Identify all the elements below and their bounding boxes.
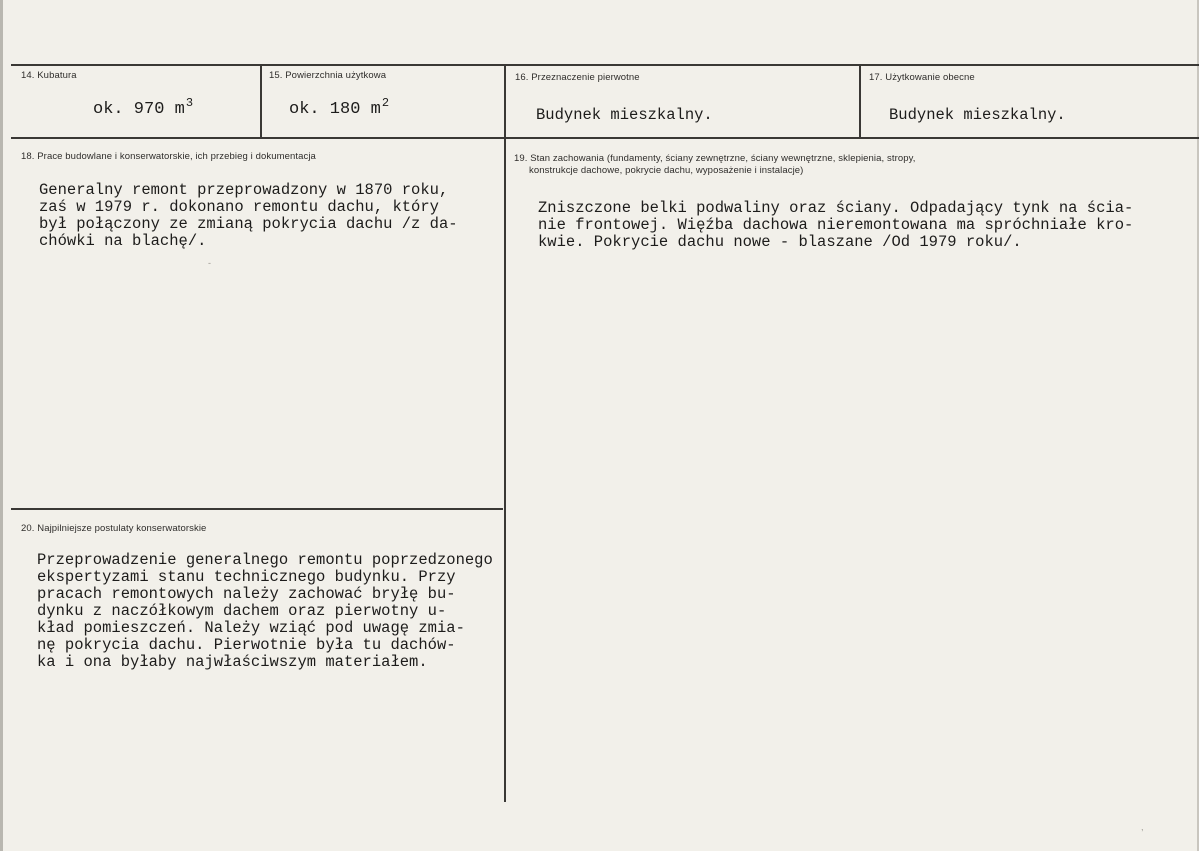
field-16-label: 16. Przeznaczenie pierwotne — [515, 72, 640, 83]
top-rule — [11, 64, 1199, 66]
field-15-value-text: ok. 180 m — [289, 100, 381, 119]
field-14-value-text: ok. 970 m — [93, 100, 185, 119]
col-divider-2 — [504, 64, 506, 802]
field-20-line: ekspertyzami stanu technicznego budynku. Przy — [37, 568, 456, 586]
field-20-line: kład pomieszczeń. Należy wziąć pod uwagę zmia- — [37, 619, 465, 637]
col-divider-3 — [859, 64, 861, 139]
field-15-value — [289, 96, 389, 119]
field-18-line: był połączony ze zmianą pokrycia dachu /z da- — [39, 215, 458, 233]
field-20-line: ka i ona byłaby najwłaściwszym materiałem. — [37, 653, 428, 671]
field-19-label-continued: konstrukcje dachowe, pokrycie dachu, wyposażenie i instalacje) — [529, 165, 804, 176]
row-divider — [11, 137, 1199, 139]
field-15-label: 15. Powierzchnia użytkowa — [269, 70, 387, 81]
field-15-unit-exponent: 2 — [381, 96, 390, 110]
field-20-line: dynku z naczółkowym dachem oraz pierwotny u- — [37, 602, 447, 620]
field-14-label: 14. Kubatura — [21, 70, 77, 81]
field-18-line: chówki na blachę/. — [39, 232, 207, 250]
field-19-line: Zniszczone belki podwaliny oraz ściany. Odpadający tynk na ścia- — [538, 199, 1134, 217]
field-20-line: pracach remontowych należy zachować bryłę bu- — [37, 585, 456, 603]
field-20-label: 20. Najpilniejsze postulaty konserwatorskie — [21, 523, 207, 534]
field-18-text — [39, 182, 458, 250]
field-18-line: Generalny remont przeprowadzony w 1870 roku, — [39, 181, 449, 199]
paper-speck: - — [208, 258, 211, 268]
field-19-text — [538, 200, 1133, 251]
field-18-label: 18. Prace budowlane i konserwatorskie, ich przebieg i dokumentacja — [21, 151, 316, 162]
field-14-unit-exponent: 3 — [185, 96, 194, 110]
col-divider-1 — [260, 64, 262, 139]
field-19-label: 19. Stan zachowania (fundamenty, ściany zewnętrzne, ściany wewnętrzne, sklepienia, stropy, — [514, 153, 916, 164]
paper-speck: , — [1141, 822, 1144, 832]
field-18-line: zaś w 1979 r. dokonano remontu dachu, który — [39, 198, 439, 216]
field-19-line: nie frontowej. Więźba dachowa nieremontowana ma spróchniałe kro- — [538, 216, 1134, 234]
field-14-value — [93, 96, 193, 119]
field-20-text — [37, 552, 493, 671]
field-20-line: nę pokrycia dachu. Pierwotnie była tu dachów- — [37, 636, 456, 654]
section-20-divider — [11, 508, 503, 510]
field-19-line: kwie. Pokrycie dachu nowe - blaszane /Od 1979 roku/. — [538, 233, 1022, 251]
field-17-value: Budynek mieszkalny. — [889, 106, 1066, 124]
field-20-line: Przeprowadzenie generalnego remontu poprzedzonego — [37, 551, 493, 569]
field-16-value: Budynek mieszkalny. — [536, 106, 713, 124]
field-17-label: 17. Użytkowanie obecne — [869, 72, 975, 83]
